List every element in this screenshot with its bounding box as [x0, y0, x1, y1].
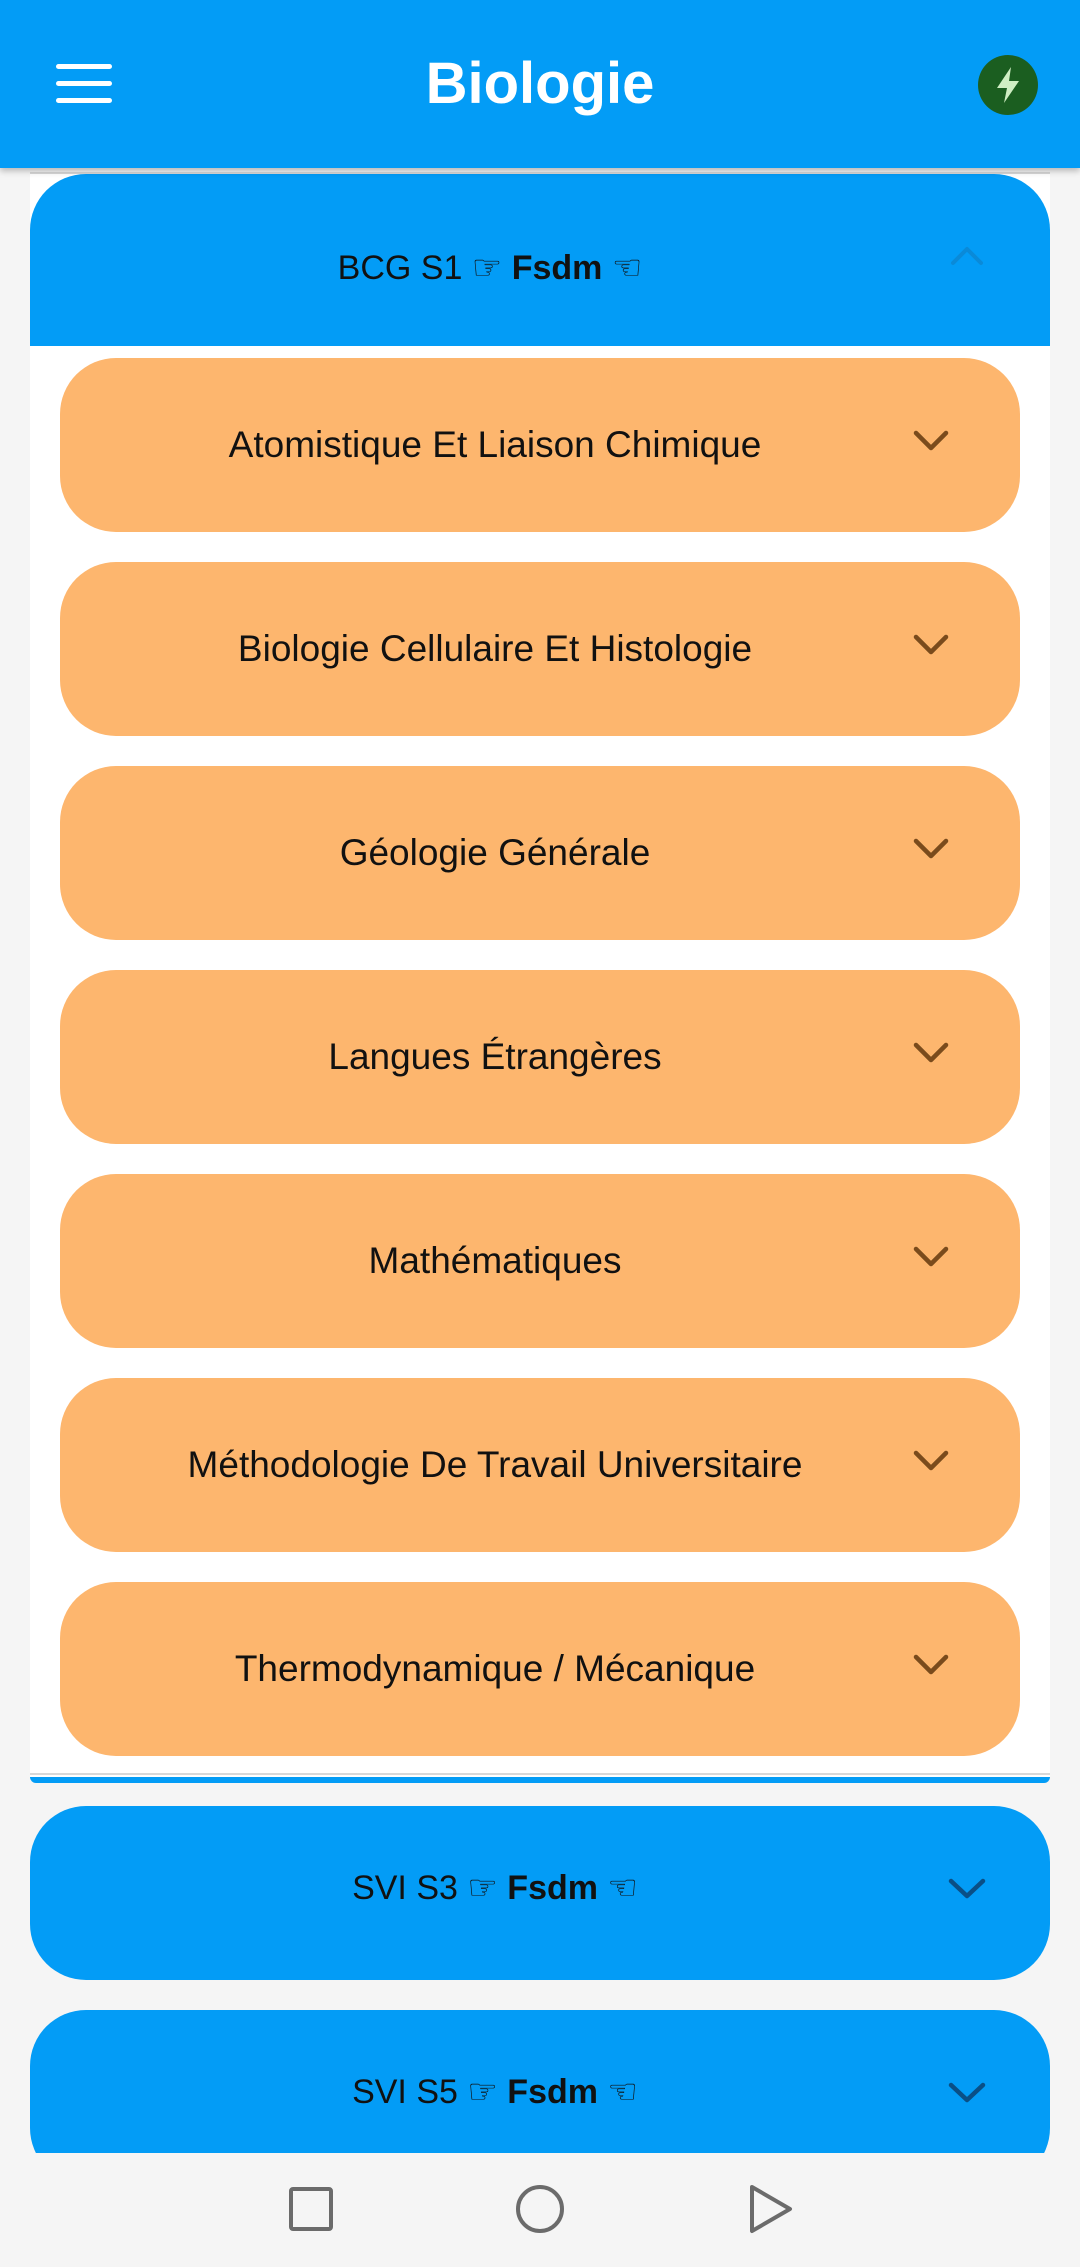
chevron-down-icon[interactable] [913, 1042, 949, 1064]
chevron-down-icon[interactable] [948, 2082, 986, 2104]
chevron-down-icon[interactable] [913, 1450, 949, 1472]
section-title: BCG S1 ☞ Fsdm ☜ [337, 249, 643, 287]
section-title: SVI S5 ☞ Fsdm ☜ [352, 2073, 638, 2111]
circle-home-icon[interactable] [510, 2179, 570, 2239]
section-bcg-s1 [30, 174, 1050, 1779]
system-nav-bar [0, 2153, 1080, 2267]
section-title: SVI S3 ☞ Fsdm ☜ [352, 1869, 638, 1907]
section-svi-s3[interactable] [30, 1806, 1050, 1980]
chevron-down-icon[interactable] [913, 1654, 949, 1676]
course-item[interactable]: Langues Étrangères [60, 970, 1020, 1144]
course-item[interactable]: Mathématiques [60, 1174, 1020, 1348]
chevron-down-icon[interactable] [913, 838, 949, 860]
square-recents-icon[interactable] [281, 2179, 341, 2239]
section-bottom-edge [30, 1777, 1050, 1783]
course-item[interactable]: Atomistique Et Liaison Chimique [60, 358, 1020, 532]
page-title: Biologie [425, 51, 655, 116]
chevron-down-icon[interactable] [913, 634, 949, 656]
course-item[interactable]: Biologie Cellulaire Et Histologie [60, 562, 1020, 736]
app-bar [0, 0, 1080, 168]
triangle-back-icon[interactable] [740, 2179, 800, 2239]
lightning-bolt-icon[interactable] [978, 55, 1038, 115]
section-header-bcg-s1[interactable] [30, 174, 1050, 346]
divider [30, 1773, 1050, 1775]
course-item[interactable]: Méthodologie De Travail Universitaire [60, 1378, 1020, 1552]
chevron-down-icon[interactable] [913, 430, 949, 452]
section-svi-s5[interactable] [30, 2010, 1050, 2153]
chevron-down-icon[interactable] [948, 1878, 986, 1900]
course-item[interactable]: Thermodynamique / Mécanique [60, 1582, 1020, 1756]
chevron-down-icon[interactable] [913, 1246, 949, 1268]
chevron-up-icon[interactable] [950, 244, 984, 266]
course-item[interactable]: Géologie Générale [60, 766, 1020, 940]
course-list[interactable] [0, 168, 1080, 2153]
